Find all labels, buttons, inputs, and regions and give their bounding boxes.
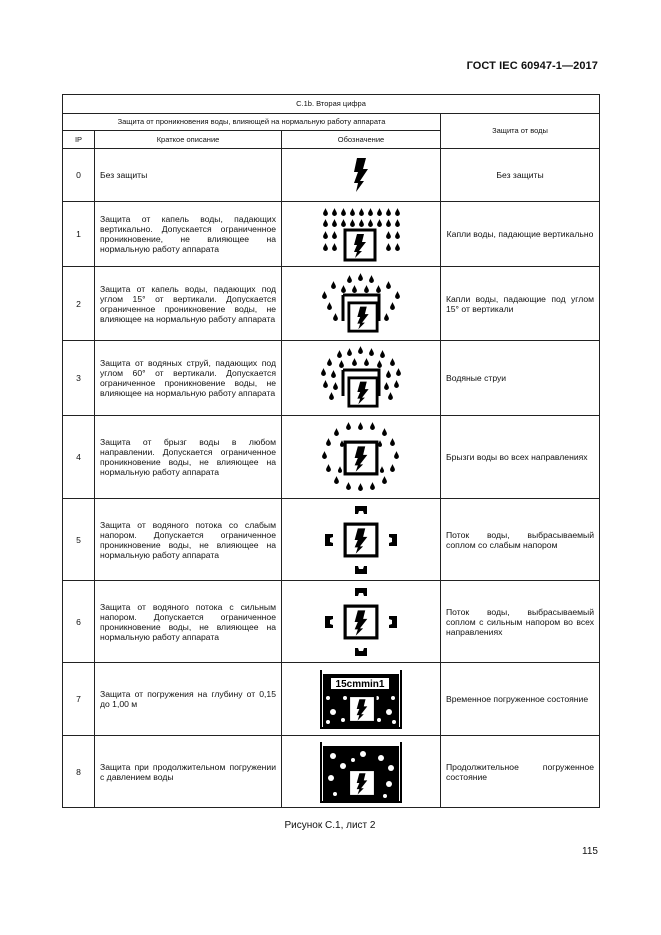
ip-code: 1	[63, 202, 95, 267]
table-row	[63, 341, 600, 416]
row-description: Защита от капель воды, падающих под углом 15° от вертикали. Допускается ограниченное проникновение воды, не влияющее на нормальную работу аппарата	[95, 267, 282, 341]
row-description: Защита от водяного потока с сильным напором. Допускается ограниченное проникновение воды, не влияющее на нормальную работу аппарата	[95, 581, 282, 663]
row-protection: Капли воды, падающие под углом 15° от вертикали	[441, 267, 600, 341]
row-protection: Без защиты	[441, 149, 600, 202]
splash-all-icon	[322, 422, 400, 492]
ip-code: 4	[63, 416, 95, 499]
row-description: Защита от погружения на глубину от 0,15 до 1,00 м	[95, 663, 282, 736]
submersion-icon	[319, 740, 403, 804]
ip-code: 7	[63, 663, 95, 736]
ip-code: 0	[63, 149, 95, 202]
row-description: Защита от водяных струй, падающих под углом 60° от вертикали. Допускается ограниченное проникновение воды, не влияющее на нормальную работу аппарата	[95, 341, 282, 416]
ip-second-digit-table	[62, 94, 600, 808]
ip-code: 8	[63, 736, 95, 808]
table-row	[63, 736, 600, 808]
row-protection: Водяные струи	[441, 341, 600, 416]
low-jet-icon	[323, 504, 399, 576]
table-row	[63, 663, 600, 736]
row-protection: Временное погруженное состояние	[441, 663, 600, 736]
high-jet-icon	[323, 586, 399, 658]
standard-header: ГОСТ IEC 60947-1—2017	[466, 60, 598, 72]
spray-60deg-icon	[319, 346, 403, 410]
drops-15deg-icon	[319, 273, 403, 335]
row-description: Защита от брызг воды в любом направлении. Допускается ограниченное проникновение воды, не влияющее на нормальную работу аппарата	[95, 416, 282, 499]
row-protection: Поток воды, выбрасываемый соплом с сильным напором во всех направлениях	[441, 581, 600, 663]
table-row	[63, 416, 600, 499]
row-description: Защита при продолжительном погружении с давлением воды	[95, 736, 282, 808]
table-row	[63, 267, 600, 341]
table-row	[63, 149, 600, 202]
col-description-header: Краткое описание	[95, 131, 282, 149]
col-symbol-header: Обозначение	[282, 131, 441, 149]
ip-code: 3	[63, 341, 95, 416]
col-protection-header: Защита от воды	[441, 114, 600, 149]
row-protection: Поток воды, выбрасываемый соплом со слабым напором	[441, 499, 600, 581]
ip-code: 6	[63, 581, 95, 663]
ip-code: 2	[63, 267, 95, 341]
table-row	[63, 499, 600, 581]
col-ip-header: IP	[63, 131, 95, 149]
row-description: Защита от капель воды, падающих вертикально. Допускается ограниченное проникновение, не влияющее на нормальную работу аппарата	[95, 202, 282, 267]
table-caption: С.1b. Вторая цифра	[63, 95, 600, 114]
ip-code: 5	[63, 499, 95, 581]
row-protection: Продолжительное погруженное состояние	[441, 736, 600, 808]
table-row	[63, 202, 600, 267]
bolt-icon	[351, 158, 371, 192]
immersion-icon	[319, 668, 403, 730]
vertical-drops-icon	[321, 206, 401, 262]
table-row	[63, 581, 600, 663]
page-number: 115	[582, 846, 598, 857]
figure-caption: Рисунок С.1, лист 2	[284, 820, 376, 831]
immersion-depth-label: 15cmmin1	[335, 679, 385, 690]
group-header: Защита от проникновения воды, влияющей на нормальную работу аппарата	[63, 114, 441, 131]
row-description: Без защиты	[95, 149, 282, 202]
row-description: Защита от водяного потока со слабым напором. Допускается ограниченное проникновение воды, не влияющее на нормальную работу аппарата	[95, 499, 282, 581]
row-protection: Капли воды, падающие вертикально	[441, 202, 600, 267]
row-protection: Брызги воды во всех направлениях	[441, 416, 600, 499]
